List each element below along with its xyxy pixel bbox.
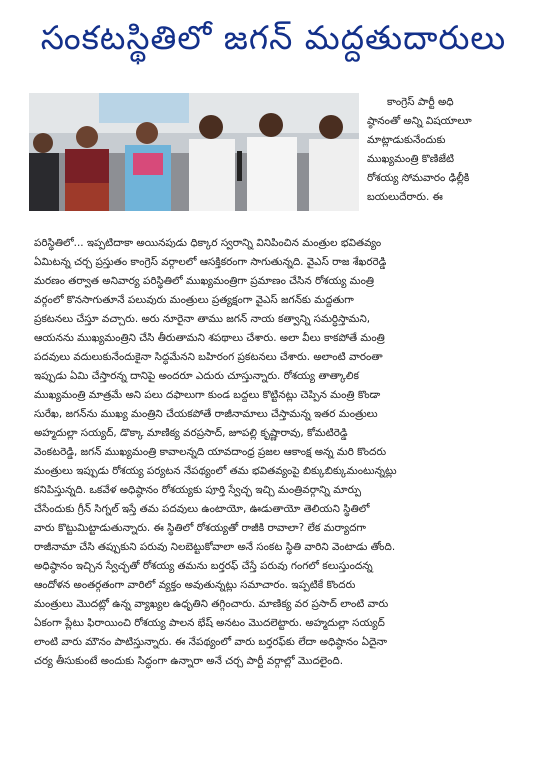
article-body-line: అహ్మదుల్లా సయ్యద్, డొక్కా మాణిక్య వరప్రసాద్, జూపల్లి కృష్ణారావు, కోమటిరెడ్డి [34,427,348,439]
article-body-line: రాజీనామా చేసి తప్పుకుని పరువు నిలబెట్టుకోవాలా అనే సంకట స్థితి వారిని వెంటాడు తోంది. [34,541,396,553]
article-body-line: ఏకంగా ప్లేటు ఫిరాయించి రోశయ్య పాలన భేష్ అనటం మొదలెట్టారు. అహ్మదుల్లా సయ్యద్ [34,617,385,629]
article-side-line: ముఖ్యమంత్రి కొణిజేటి [367,153,454,165]
article-body-line: మంత్రులు మొదట్లో ఉన్న వ్యాఖ్యల ఉధృతిని తగ్గించారు. మాణిక్య వర ప్రసాద్ లాంటి వారు [34,598,389,610]
article-body-line: ప్రకటనలు చేస్తూ వచ్చారు. అరు నూరైనా తాము జగన్ నాయ కత్వాన్ని సమర్ధిస్తామని, [34,313,371,325]
article-body-line: వెంకటరెడ్డి, జగన్ ముఖ్యమంత్రి కావాలన్నది యావదాంధ్ర ప్రజల ఆకాంక్ష అన్న మరి కొందరు [34,446,387,458]
article-body-line: వర్గంలో కొనసాగుతూనే పలువురు మంత్రులు ప్రత్యక్షంగా వైఎస్ జగన్‌కు మద్దతుగా [34,294,354,306]
article-body-line: అధిష్ఠానం ఇచ్చిన స్వేచ్ఛతో రోశయ్య తమను బర్తరఫ్ చేస్తే పరువు గంగలో కలుస్తుందన్న [34,560,373,572]
article-body-line: మరణం తర్వాత అనివార్య పరిస్థితిలో ముఖ్యమంత్రిగా ప్రమాణం చేసిన రోశయ్య మంత్రి [34,275,375,287]
article-body-line: ఇప్పుడు ఏమి చేస్తారన్న దానిపై అందరూ ఎదురు చూస్తున్నారు. రోశయ్య తాత్కాలిక [34,370,359,382]
article-side-line: మాట్లాడుకునేందుకు [367,134,446,146]
article-body-line: వారు కొట్టుమిట్టాడుతున్నారు. ఈ స్థితిలో రోశయ్యతో రాజీకి రావాలా? లేక మర్యాదగా [34,522,366,534]
article-body-line: ఆందోళన అంతర్గతంగా వారిలో వ్యక్తం అవుతున్నట్లు సమాచారం. ఇప్పటికే కొందరు [34,579,356,591]
article-side-line: రోశయ్య సోమవారం ఢిల్లీకి [367,172,470,184]
article-side-line: ష్ఠానంతో అన్ని విషయాలూ [367,115,472,127]
article-body-line: ముఖ్యమంత్రి మాత్రమే అని పలు దఫాలుగా కుండ బద్దలు కొట్టినట్లు చెప్పిన మంత్రి కొండా [34,389,381,401]
article-side-line: కాంగ్రెస్ పార్టీ అధి [387,96,454,108]
article-body-line: ఏమిటన్న చర్చ ప్రస్తుతం కాంగ్రెస్ వర్గాలలో ఆసక్తికరంగా సాగుతున్నది. వైఎస్ రాజ శేఖరరెడ్డి [34,256,387,268]
article-body-line: చర్య తీసుకుంటే అందుకు సిద్ధంగా ఉన్నారా అనే చర్చ పార్టీ వర్గాల్లో మొదలైంది. [34,655,344,667]
article-body-line: చేసేందుకు గ్రీన్ సిగ్నల్ ఇస్తే తమ పదవులు ఉంటాయో, ఊడుతాయో తెలియని స్థితిలో [34,503,370,515]
article-body-line: ఆయనను ముఖ్యమంత్రిని చేసి తీరుతామని శపథాలు చేశారు. అలా వీలు కాకపోతే మంత్రి [34,332,385,344]
article-body-line: కనిపిస్తున్నది. ఒకవేళ అధిష్ఠానం రోశయ్యకు పూర్తి స్వేచ్ఛ ఇచ్చి మంత్రివర్గాన్ని మార్పు [34,484,362,496]
news-photo [29,93,359,211]
headline: సంకటస్థితిలో జగన్ మద్దతుదారులు [40,18,507,57]
article-body-line: పదవులు వదులుకునేందుకైనా సిద్ధమేనని బహిరంగ ప్రకటనలు చేశారు. అలాంటి వారంతా [34,351,383,363]
news-photo-image [29,93,359,211]
article-body-line: పరిస్థితిలో... ఇప్పటిదాకా అయినపుడు ధిక్కార స్వరాన్ని వినిపించిన మంత్రుల భవితవ్యం [34,237,382,249]
article-side-line: బయలుదేరారు. ఈ [367,191,443,203]
article-body-line: మంత్రులు ఇప్పుడు రోశయ్య పర్యటన నేపథ్యంలో తమ భవితవ్యంపై బిక్కుబిక్కుమంటున్నట్లు [34,465,397,477]
article-body-line: సురేఖ, జగన్‌ను ముఖ్య మంత్రిని చేయకపోతే రాజీనామాలు చేస్తామన్న ఇతర మంత్రులు [34,408,378,420]
article-body [34,234,530,671]
article-body-line: లాంటి వారు మౌనం పాటిస్తున్నారు. ఈ నేపథ్యంలో వారు బర్తరఫ్‌కు లేదా అధిష్ఠానం ఏదైనా [34,636,388,648]
